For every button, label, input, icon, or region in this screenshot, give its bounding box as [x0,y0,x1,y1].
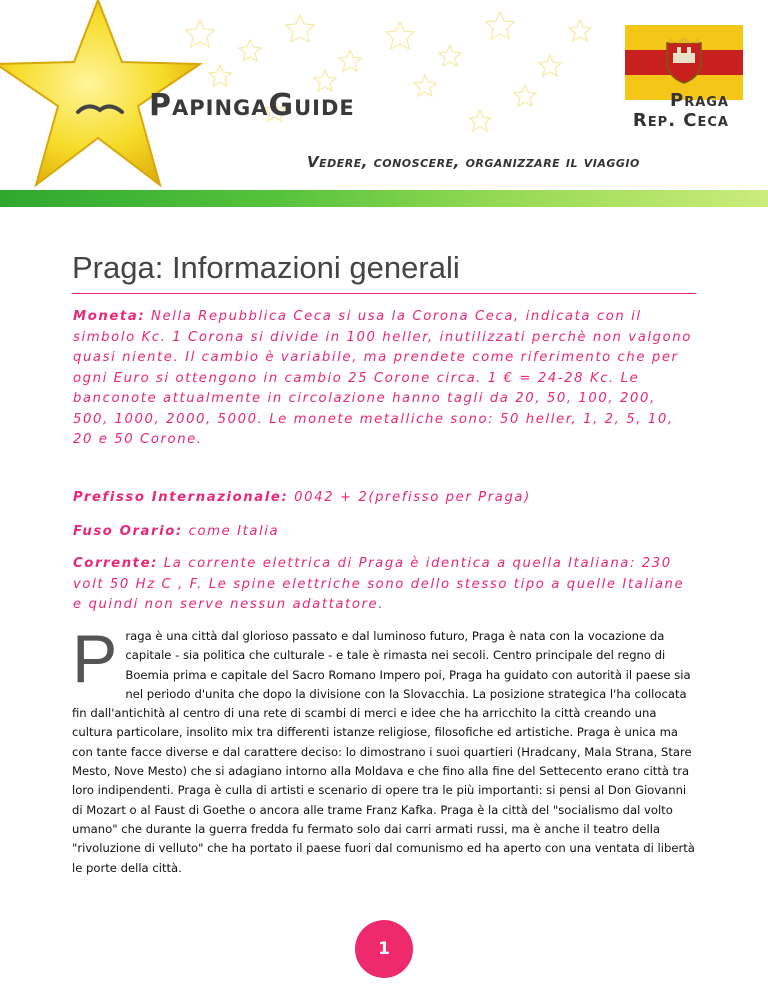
info-fuso-orario [73,522,697,543]
flag-icon [625,25,743,100]
info-prefisso [73,488,697,509]
article-body [72,621,698,878]
info-corrente [73,554,697,616]
info-label: Fuso Orario: [73,524,183,539]
info-label: Corrente: [73,556,158,571]
page-number-badge: 1 [355,920,413,978]
drop-cap: P [72,621,118,697]
info-moneta [73,307,697,451]
info-label: Prefisso Internazionale: [73,490,289,505]
decorative-stars [180,0,620,150]
coat-of-arms-icon [663,35,705,85]
header-stripe [0,190,768,207]
info-label: Moneta: [73,309,146,324]
info-text: come Italia [188,524,280,539]
page-title: Praga: Informazioni generali [72,250,460,285]
country-label: Rep. Ceca [632,110,729,131]
info-text: La corrente elettrica di Praga è identica a quella Italiana: 230 volt 50 Hz C , F. Le spine elettriche sono dello stesso tipo a quelle Italiane e quindi non serve nessun adattatore. [73,556,685,612]
city-label: Praga [670,90,729,111]
article-text: raga è una città dal glorioso passato e dal luminoso futuro, Praga è nata con la vocazione da capitale - sia politica che culturale - e tale è rimasta nei secoli. Centro principale del regno di Boemia prima e capitale del Sacro Romano Impero poi, Praga ha guidato con autorità il paese sia nel periodo d'unita che dopo la divisione con la Slovacchia. La posizione strategica l'ha collocata fin dall'antichità al centro di una rete di scambi di merci e idee che ha arricchito la città creando una cultura particolare, insolito mix tra differenti istanze religiose, filosofiche ed artistiche. Praga è unica ma con tante facce diverse e dal carattere deciso: lo dimostrano i suoi quartieri (Hradcany, Mala Strana, Stare Mesto, Nove Mesto) che si adagiano intorno alla Moldava e che fino alla fine del Settecento erano città tra loro indipendenti. Praga è culla di artisti e scenario di opere tra le più importanti: si pensi al Don Giovanni di Mozart o al Faust di Goethe o ancora alle trame Franz Kafka. Praga è la città del "socialismo dal volto umano" che durante la guerra fredda fu fermato solo dai carri armati russi, ma è anche il teatro della "rivoluzione di velluto" che ha portato il paese fuori dal comunismo ed ha aperto con una ventata di libertà le porte della città. [72,629,695,875]
page-header [0,0,768,207]
title-divider [72,293,696,294]
brand-name: PapingaGuide [149,88,355,123]
info-text: Nella Repubblica Ceca si usa la Corona Ceca, indicata con il simbolo Kc. 1 Corona si divide in 100 heller, inutilizzati perchè non valgono quasi niente. Il cambio è variabile, ma prendete come riferimento che per ogni Euro si ottengono in cambio 25 Corone circa. 1 € = 24-28 Kc. Le banconote attualmente in circolazione hanno tagli da 20, 50, 100, 200, 500, 1000, 2000, 5000. Le monete metalliche sono: 50 heller, 1, 2, 5, 10, 20 e 50 Corone. [73,309,692,447]
tagline: Vedere, conoscere, organizzare il viaggio [307,153,640,171]
info-text: 0042 + 2(prefisso per Praga) [294,490,531,505]
